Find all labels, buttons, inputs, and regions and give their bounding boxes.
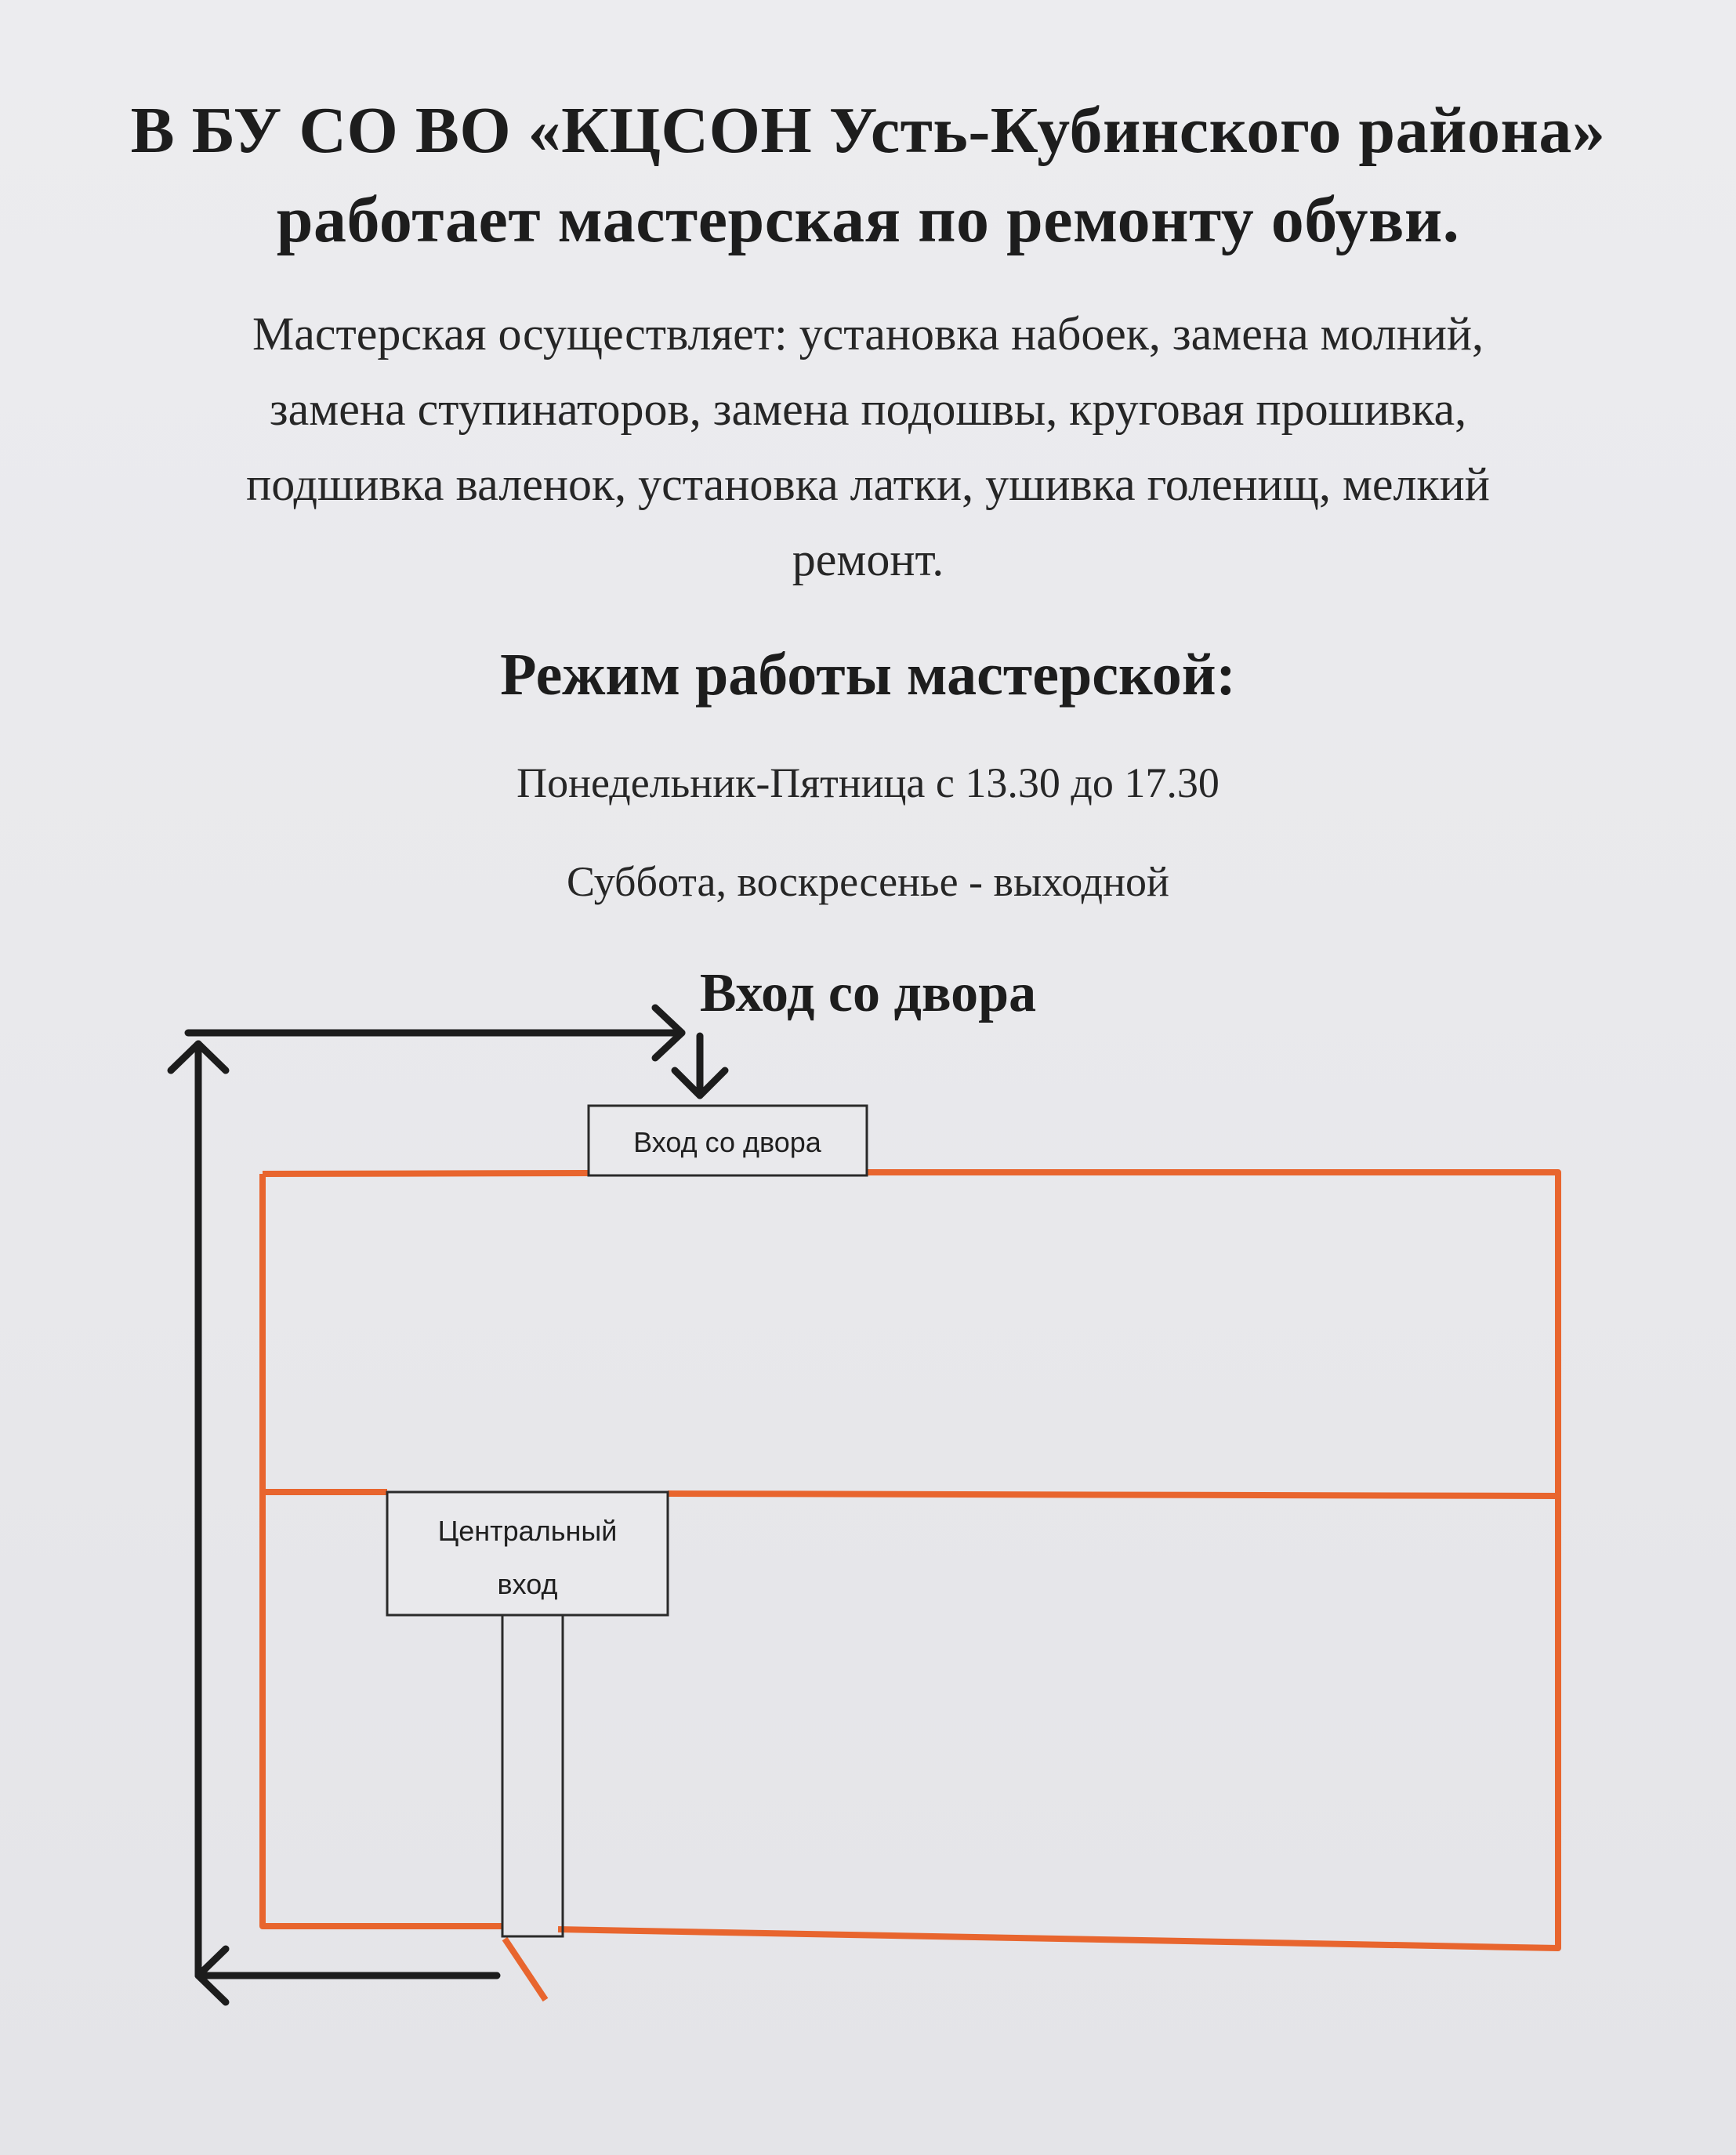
map-heading: Вход со двора (699, 963, 1037, 1023)
schedule-weekend: Суббота, воскресенье - выходной (567, 858, 1169, 905)
central-entrance (387, 1492, 668, 1936)
title-line-1: В БУ СО ВО «КЦСОН Усть-Кубинского района» (130, 94, 1606, 167)
schedule-heading: Режим работы мастерской: (500, 642, 1236, 708)
services-line-1: Мастерская осуществляет: установка набоек, замена молний, (252, 308, 1484, 360)
title-line-2: работает мастерская по ремонту обуви. (276, 183, 1460, 256)
building-divider-right (668, 1494, 1558, 1496)
building-wall-top-left (263, 1173, 588, 1174)
schedule-weekdays: Понедельник-Пятница с 13.30 до 17.30 (516, 759, 1220, 806)
door-mark (505, 1939, 545, 2000)
building-wall-right-top (558, 1172, 1558, 1948)
services-line-2: замена ступинаторов, замена подошвы, круговая прошивка, (269, 383, 1467, 435)
central-entrance-passage (502, 1615, 563, 1936)
yard-entrance-box (589, 1106, 867, 1175)
yard-entrance-label: Вход со двора (633, 1126, 821, 1158)
services-line-3: подшивка валенок, установка латки, ушивка голенищ, мелкий (246, 458, 1490, 510)
central-entrance-label-line-1: Центральный (437, 1515, 618, 1547)
services-line-4: ремонт. (792, 534, 944, 585)
central-entrance-label-line-2: вход (497, 1568, 558, 1600)
